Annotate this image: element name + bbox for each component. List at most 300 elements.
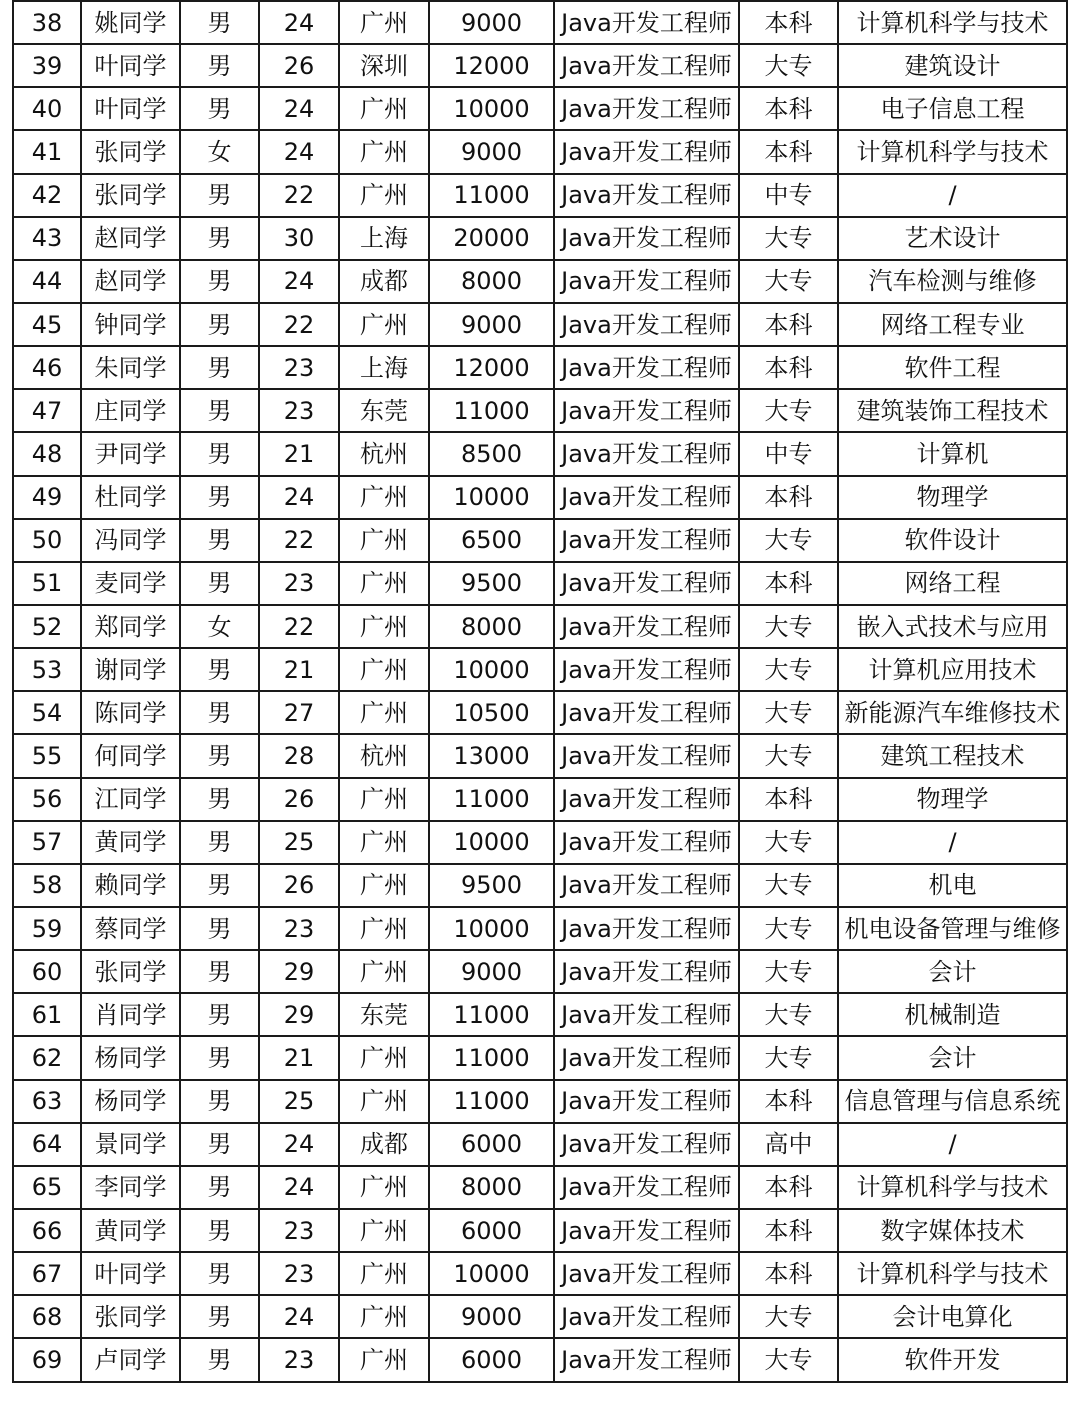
age-cell: 24 [259, 1166, 339, 1209]
position-cell: Java开发工程师 [554, 950, 739, 993]
city-cell: 广州 [339, 950, 429, 993]
education-cell: 大专 [739, 1036, 838, 1079]
salary-cell: 8000 [429, 605, 554, 648]
gender-cell: 男 [180, 303, 259, 346]
gender-cell: 男 [180, 1123, 259, 1166]
city-cell: 上海 [339, 346, 429, 389]
table-row [13, 44, 1067, 87]
salary-cell: 11000 [429, 993, 554, 1036]
name-cell: 肖同学 [81, 993, 180, 1036]
city-cell: 广州 [339, 821, 429, 864]
education-cell: 大专 [739, 260, 838, 303]
name-cell: 叶同学 [81, 1252, 180, 1295]
education-cell: 大专 [739, 217, 838, 260]
major-cell: 计算机科学与技术 [838, 130, 1067, 173]
major-cell: 计算机 [838, 432, 1067, 475]
name-cell: 赵同学 [81, 217, 180, 260]
education-cell: 大专 [739, 950, 838, 993]
city-cell: 广州 [339, 130, 429, 173]
name-cell: 朱同学 [81, 346, 180, 389]
salary-cell: 6000 [429, 1338, 554, 1381]
city-cell: 广州 [339, 1036, 429, 1079]
major-cell: 机电设备管理与维修 [838, 907, 1067, 950]
row-number-cell: 60 [13, 950, 81, 993]
row-number-cell: 57 [13, 821, 81, 864]
position-cell: Java开发工程师 [554, 993, 739, 1036]
age-cell: 25 [259, 821, 339, 864]
education-cell: 大专 [739, 907, 838, 950]
position-cell: Java开发工程师 [554, 1123, 739, 1166]
name-cell: 李同学 [81, 1166, 180, 1209]
position-cell: Java开发工程师 [554, 1036, 739, 1079]
age-cell: 24 [259, 476, 339, 519]
row-number-cell: 59 [13, 907, 81, 950]
education-cell: 本科 [739, 476, 838, 519]
position-cell: Java开发工程师 [554, 1252, 739, 1295]
education-cell: 本科 [739, 346, 838, 389]
position-cell: Java开发工程师 [554, 432, 739, 475]
education-cell: 本科 [739, 130, 838, 173]
salary-cell: 11000 [429, 1036, 554, 1079]
education-cell: 大专 [739, 691, 838, 734]
table-row [13, 734, 1067, 777]
gender-cell: 女 [180, 605, 259, 648]
name-cell: 钟同学 [81, 303, 180, 346]
age-cell: 22 [259, 174, 339, 217]
gender-cell: 男 [180, 217, 259, 260]
age-cell: 25 [259, 1080, 339, 1123]
salary-cell: 12000 [429, 346, 554, 389]
salary-cell: 10000 [429, 821, 554, 864]
age-cell: 21 [259, 1036, 339, 1079]
position-cell: Java开发工程师 [554, 1338, 739, 1381]
table-row [13, 1295, 1067, 1338]
city-cell: 广州 [339, 864, 429, 907]
education-cell: 本科 [739, 1, 838, 44]
major-cell: 新能源汽车维修技术 [838, 691, 1067, 734]
city-cell: 东莞 [339, 389, 429, 432]
gender-cell: 男 [180, 993, 259, 1036]
education-cell: 高中 [739, 1123, 838, 1166]
major-cell: 计算机科学与技术 [838, 1, 1067, 44]
major-cell: 建筑装饰工程技术 [838, 389, 1067, 432]
education-cell: 大专 [739, 734, 838, 777]
row-number-cell: 47 [13, 389, 81, 432]
age-cell: 22 [259, 605, 339, 648]
position-cell: Java开发工程师 [554, 605, 739, 648]
age-cell: 24 [259, 1, 339, 44]
position-cell: Java开发工程师 [554, 217, 739, 260]
row-number-cell: 51 [13, 562, 81, 605]
major-cell: / [838, 821, 1067, 864]
row-number-cell: 42 [13, 174, 81, 217]
salary-cell: 10000 [429, 87, 554, 130]
salary-cell: 6000 [429, 1209, 554, 1252]
gender-cell: 男 [180, 389, 259, 432]
education-cell: 大专 [739, 648, 838, 691]
city-cell: 广州 [339, 562, 429, 605]
gender-cell: 男 [180, 1080, 259, 1123]
row-number-cell: 55 [13, 734, 81, 777]
name-cell: 杨同学 [81, 1036, 180, 1079]
major-cell: 计算机科学与技术 [838, 1166, 1067, 1209]
table-row [13, 476, 1067, 519]
gender-cell: 男 [180, 476, 259, 519]
table-row [13, 260, 1067, 303]
row-number-cell: 58 [13, 864, 81, 907]
table-row [13, 389, 1067, 432]
major-cell: 嵌入式技术与应用 [838, 605, 1067, 648]
row-number-cell: 44 [13, 260, 81, 303]
row-number-cell: 50 [13, 519, 81, 562]
city-cell: 广州 [339, 1295, 429, 1338]
row-number-cell: 69 [13, 1338, 81, 1381]
major-cell: 会计 [838, 950, 1067, 993]
table-row [13, 130, 1067, 173]
table-row [13, 778, 1067, 821]
salary-cell: 9000 [429, 303, 554, 346]
row-number-cell: 62 [13, 1036, 81, 1079]
name-cell: 蔡同学 [81, 907, 180, 950]
position-cell: Java开发工程师 [554, 130, 739, 173]
city-cell: 广州 [339, 303, 429, 346]
major-cell: 计算机科学与技术 [838, 1252, 1067, 1295]
table-row [13, 432, 1067, 475]
gender-cell: 男 [180, 346, 259, 389]
gender-cell: 女 [180, 130, 259, 173]
gender-cell: 男 [180, 1036, 259, 1079]
city-cell: 广州 [339, 778, 429, 821]
education-cell: 本科 [739, 778, 838, 821]
education-cell: 本科 [739, 303, 838, 346]
age-cell: 28 [259, 734, 339, 777]
city-cell: 广州 [339, 87, 429, 130]
city-cell: 杭州 [339, 734, 429, 777]
education-cell: 本科 [739, 562, 838, 605]
city-cell: 广州 [339, 1209, 429, 1252]
name-cell: 叶同学 [81, 44, 180, 87]
salary-cell: 13000 [429, 734, 554, 777]
city-cell: 上海 [339, 217, 429, 260]
name-cell: 尹同学 [81, 432, 180, 475]
gender-cell: 男 [180, 87, 259, 130]
salary-cell: 8000 [429, 260, 554, 303]
salary-cell: 10000 [429, 907, 554, 950]
city-cell: 广州 [339, 1166, 429, 1209]
education-cell: 大专 [739, 389, 838, 432]
name-cell: 杜同学 [81, 476, 180, 519]
salary-cell: 11000 [429, 1080, 554, 1123]
city-cell: 广州 [339, 1338, 429, 1381]
age-cell: 24 [259, 87, 339, 130]
salary-cell: 20000 [429, 217, 554, 260]
education-cell: 本科 [739, 1209, 838, 1252]
city-cell: 杭州 [339, 432, 429, 475]
education-cell: 大专 [739, 519, 838, 562]
row-number-cell: 67 [13, 1252, 81, 1295]
education-cell: 大专 [739, 821, 838, 864]
salary-cell: 10000 [429, 1252, 554, 1295]
major-cell: 机械制造 [838, 993, 1067, 1036]
salary-cell: 9000 [429, 130, 554, 173]
name-cell: 杨同学 [81, 1080, 180, 1123]
salary-cell: 8000 [429, 1166, 554, 1209]
position-cell: Java开发工程师 [554, 1080, 739, 1123]
major-cell: 机电 [838, 864, 1067, 907]
city-cell: 广州 [339, 691, 429, 734]
major-cell: 物理学 [838, 778, 1067, 821]
name-cell: 赖同学 [81, 864, 180, 907]
position-cell: Java开发工程师 [554, 864, 739, 907]
age-cell: 29 [259, 950, 339, 993]
age-cell: 21 [259, 432, 339, 475]
table-row [13, 605, 1067, 648]
position-cell: Java开发工程师 [554, 907, 739, 950]
position-cell: Java开发工程师 [554, 734, 739, 777]
row-number-cell: 39 [13, 44, 81, 87]
age-cell: 22 [259, 519, 339, 562]
row-number-cell: 53 [13, 648, 81, 691]
major-cell: 软件设计 [838, 519, 1067, 562]
row-number-cell: 54 [13, 691, 81, 734]
major-cell: 软件开发 [838, 1338, 1067, 1381]
row-number-cell: 49 [13, 476, 81, 519]
table-row [13, 217, 1067, 260]
row-number-cell: 66 [13, 1209, 81, 1252]
age-cell: 26 [259, 44, 339, 87]
position-cell: Java开发工程师 [554, 778, 739, 821]
age-cell: 24 [259, 1295, 339, 1338]
table-row [13, 1166, 1067, 1209]
table-row [13, 174, 1067, 217]
table-row [13, 303, 1067, 346]
position-cell: Java开发工程师 [554, 174, 739, 217]
position-cell: Java开发工程师 [554, 648, 739, 691]
gender-cell: 男 [180, 734, 259, 777]
gender-cell: 男 [180, 950, 259, 993]
salary-cell: 9000 [429, 1, 554, 44]
table-row [13, 1, 1067, 44]
education-cell: 本科 [739, 1252, 838, 1295]
position-cell: Java开发工程师 [554, 1209, 739, 1252]
table-row [13, 648, 1067, 691]
city-cell: 广州 [339, 1, 429, 44]
gender-cell: 男 [180, 1295, 259, 1338]
salary-cell: 11000 [429, 174, 554, 217]
city-cell: 广州 [339, 605, 429, 648]
position-cell: Java开发工程师 [554, 303, 739, 346]
age-cell: 24 [259, 130, 339, 173]
table-row [13, 950, 1067, 993]
name-cell: 江同学 [81, 778, 180, 821]
age-cell: 23 [259, 346, 339, 389]
position-cell: Java开发工程师 [554, 389, 739, 432]
major-cell: 计算机应用技术 [838, 648, 1067, 691]
salary-cell: 10000 [429, 476, 554, 519]
city-cell: 广州 [339, 1252, 429, 1295]
age-cell: 30 [259, 217, 339, 260]
position-cell: Java开发工程师 [554, 1295, 739, 1338]
position-cell: Java开发工程师 [554, 562, 739, 605]
salary-cell: 9500 [429, 562, 554, 605]
city-cell: 东莞 [339, 993, 429, 1036]
table-row [13, 1209, 1067, 1252]
name-cell: 冯同学 [81, 519, 180, 562]
city-cell: 深圳 [339, 44, 429, 87]
education-cell: 大专 [739, 605, 838, 648]
gender-cell: 男 [180, 1252, 259, 1295]
name-cell: 郑同学 [81, 605, 180, 648]
gender-cell: 男 [180, 1209, 259, 1252]
gender-cell: 男 [180, 432, 259, 475]
row-number-cell: 48 [13, 432, 81, 475]
table-row [13, 821, 1067, 864]
gender-cell: 男 [180, 519, 259, 562]
position-cell: Java开发工程师 [554, 1166, 739, 1209]
table-row [13, 907, 1067, 950]
city-cell: 广州 [339, 519, 429, 562]
position-cell: Java开发工程师 [554, 1, 739, 44]
name-cell: 黄同学 [81, 1209, 180, 1252]
gender-cell: 男 [180, 907, 259, 950]
gender-cell: 男 [180, 1, 259, 44]
salary-cell: 8500 [429, 432, 554, 475]
gender-cell: 男 [180, 174, 259, 217]
row-number-cell: 56 [13, 778, 81, 821]
city-cell: 成都 [339, 260, 429, 303]
major-cell: 汽车检测与维修 [838, 260, 1067, 303]
major-cell: 软件工程 [838, 346, 1067, 389]
student-employment-table-sheet [12, 0, 1066, 1383]
gender-cell: 男 [180, 821, 259, 864]
name-cell: 黄同学 [81, 821, 180, 864]
row-number-cell: 61 [13, 993, 81, 1036]
education-cell: 本科 [739, 87, 838, 130]
salary-cell: 9000 [429, 1295, 554, 1338]
salary-cell: 9000 [429, 950, 554, 993]
education-cell: 大专 [739, 1295, 838, 1338]
position-cell: Java开发工程师 [554, 346, 739, 389]
major-cell: 电子信息工程 [838, 87, 1067, 130]
major-cell: 信息管理与信息系统 [838, 1080, 1067, 1123]
name-cell: 庄同学 [81, 389, 180, 432]
age-cell: 22 [259, 303, 339, 346]
city-cell: 广州 [339, 174, 429, 217]
row-number-cell: 45 [13, 303, 81, 346]
education-cell: 大专 [739, 864, 838, 907]
salary-cell: 10000 [429, 648, 554, 691]
gender-cell: 男 [180, 778, 259, 821]
table-row [13, 519, 1067, 562]
city-cell: 广州 [339, 907, 429, 950]
age-cell: 24 [259, 260, 339, 303]
major-cell: 艺术设计 [838, 217, 1067, 260]
city-cell: 广州 [339, 476, 429, 519]
major-cell: 网络工程 [838, 562, 1067, 605]
age-cell: 21 [259, 648, 339, 691]
row-number-cell: 63 [13, 1080, 81, 1123]
position-cell: Java开发工程师 [554, 821, 739, 864]
major-cell: / [838, 174, 1067, 217]
gender-cell: 男 [180, 562, 259, 605]
row-number-cell: 65 [13, 1166, 81, 1209]
position-cell: Java开发工程师 [554, 44, 739, 87]
major-cell: 会计电算化 [838, 1295, 1067, 1338]
row-number-cell: 68 [13, 1295, 81, 1338]
position-cell: Java开发工程师 [554, 87, 739, 130]
gender-cell: 男 [180, 1166, 259, 1209]
major-cell: 数字媒体技术 [838, 1209, 1067, 1252]
table-row [13, 1338, 1067, 1381]
education-cell: 中专 [739, 174, 838, 217]
city-cell: 成都 [339, 1123, 429, 1166]
student-employment-table [12, 0, 1068, 1383]
major-cell: 物理学 [838, 476, 1067, 519]
name-cell: 谢同学 [81, 648, 180, 691]
table-row [13, 1252, 1067, 1295]
salary-cell: 6000 [429, 1123, 554, 1166]
age-cell: 23 [259, 1252, 339, 1295]
table-row [13, 1080, 1067, 1123]
gender-cell: 男 [180, 691, 259, 734]
name-cell: 张同学 [81, 1295, 180, 1338]
age-cell: 23 [259, 1338, 339, 1381]
age-cell: 29 [259, 993, 339, 1036]
salary-cell: 12000 [429, 44, 554, 87]
name-cell: 赵同学 [81, 260, 180, 303]
table-row [13, 87, 1067, 130]
table-row [13, 562, 1067, 605]
position-cell: Java开发工程师 [554, 476, 739, 519]
education-cell: 本科 [739, 1166, 838, 1209]
salary-cell: 9500 [429, 864, 554, 907]
name-cell: 姚同学 [81, 1, 180, 44]
row-number-cell: 40 [13, 87, 81, 130]
education-cell: 中专 [739, 432, 838, 475]
age-cell: 23 [259, 562, 339, 605]
age-cell: 24 [259, 1123, 339, 1166]
education-cell: 本科 [739, 1080, 838, 1123]
age-cell: 23 [259, 1209, 339, 1252]
table-row [13, 864, 1067, 907]
name-cell: 景同学 [81, 1123, 180, 1166]
gender-cell: 男 [180, 864, 259, 907]
age-cell: 23 [259, 907, 339, 950]
name-cell: 张同学 [81, 950, 180, 993]
major-cell: 会计 [838, 1036, 1067, 1079]
name-cell: 叶同学 [81, 87, 180, 130]
position-cell: Java开发工程师 [554, 260, 739, 303]
age-cell: 27 [259, 691, 339, 734]
name-cell: 张同学 [81, 130, 180, 173]
table-body [13, 1, 1067, 1382]
table-row [13, 993, 1067, 1036]
row-number-cell: 46 [13, 346, 81, 389]
table-row [13, 1036, 1067, 1079]
education-cell: 大专 [739, 993, 838, 1036]
name-cell: 张同学 [81, 174, 180, 217]
gender-cell: 男 [180, 1338, 259, 1381]
row-number-cell: 43 [13, 217, 81, 260]
major-cell: 建筑设计 [838, 44, 1067, 87]
table-row [13, 346, 1067, 389]
table-row [13, 691, 1067, 734]
major-cell: / [838, 1123, 1067, 1166]
age-cell: 23 [259, 389, 339, 432]
age-cell: 26 [259, 864, 339, 907]
gender-cell: 男 [180, 260, 259, 303]
salary-cell: 6500 [429, 519, 554, 562]
